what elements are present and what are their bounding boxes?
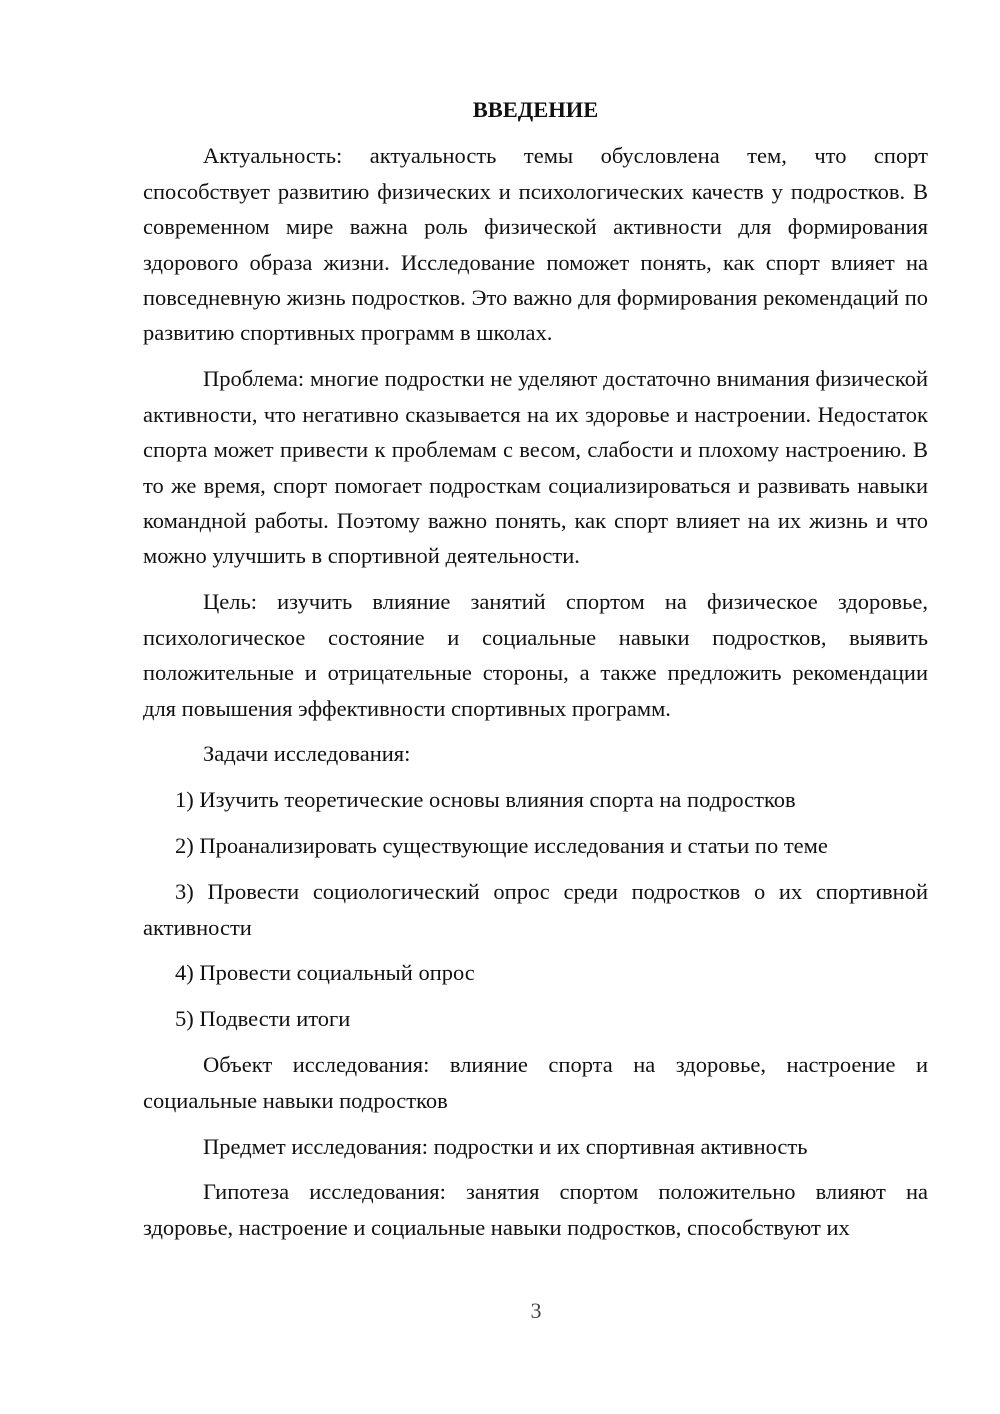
paragraph-hypothesis: Гипотеза исследования: занятия спортом положительно влияют на здоровье, настроение и социальные навыки подростков, способствуют их bbox=[143, 1179, 928, 1240]
paragraph-relevance: Актуальность: актуальность темы обусловлена тем, что спорт способствует развитию физических и психологических качеств у подростков. В современном мире важна роль физической активности для формирования здорового образа жизни. Исследование поможет понять, как спорт влияет на повседневную жизнь подростков. Это важно для формирования рекомендаций по развитию спортивных программ в школах. bbox=[143, 143, 928, 346]
page-number: 3 bbox=[530, 1298, 542, 1323]
paragraph-goal: Цель: изучить влияние занятий спортом на физическое здоровье, психологическое состояние и социальные навыки подростков, выявить положительные и отрицательные стороны, а также предложить рекомендации для повышения эффективности спортивных программ. bbox=[143, 589, 928, 721]
task-item-4: 4) Провести социальный опрос bbox=[175, 960, 475, 986]
task-item-3: 3) Провести социологический опрос среди подростков о их спортивной активности bbox=[143, 879, 928, 940]
tasks-intro: Задачи исследования: bbox=[203, 741, 411, 767]
task-item-5: 5) Подвести итоги bbox=[175, 1006, 351, 1032]
paragraph-subject: Предмет исследования: подростки и их спортивная активность bbox=[203, 1133, 808, 1159]
page-content bbox=[143, 92, 928, 1245]
paragraph-problem: Проблема: многие подростки не уделяют достаточно внимания физической активности, что негативно сказывается на их здоровье и настроении. Недостаток спорта может привести к проблемам с весом, слабости и плохому настроению. В то же время, спорт помогает подросткам социализироваться и развивать навыки командной работы. Поэтому важно понять, как спорт влияет на их жизнь и что можно улучшить в спортивной деятельности. bbox=[143, 366, 928, 569]
task-item-1: 1) Изучить теоретические основы влияния спорта на подростков bbox=[175, 787, 796, 813]
section-heading: ВВЕДЕНИЕ bbox=[472, 97, 599, 122]
task-item-2: 2) Проанализировать существующие исследования и статьи по теме bbox=[175, 833, 828, 859]
paragraph-object: Объект исследования: влияние спорта на здоровье, настроение и социальные навыки подростков bbox=[143, 1052, 928, 1113]
